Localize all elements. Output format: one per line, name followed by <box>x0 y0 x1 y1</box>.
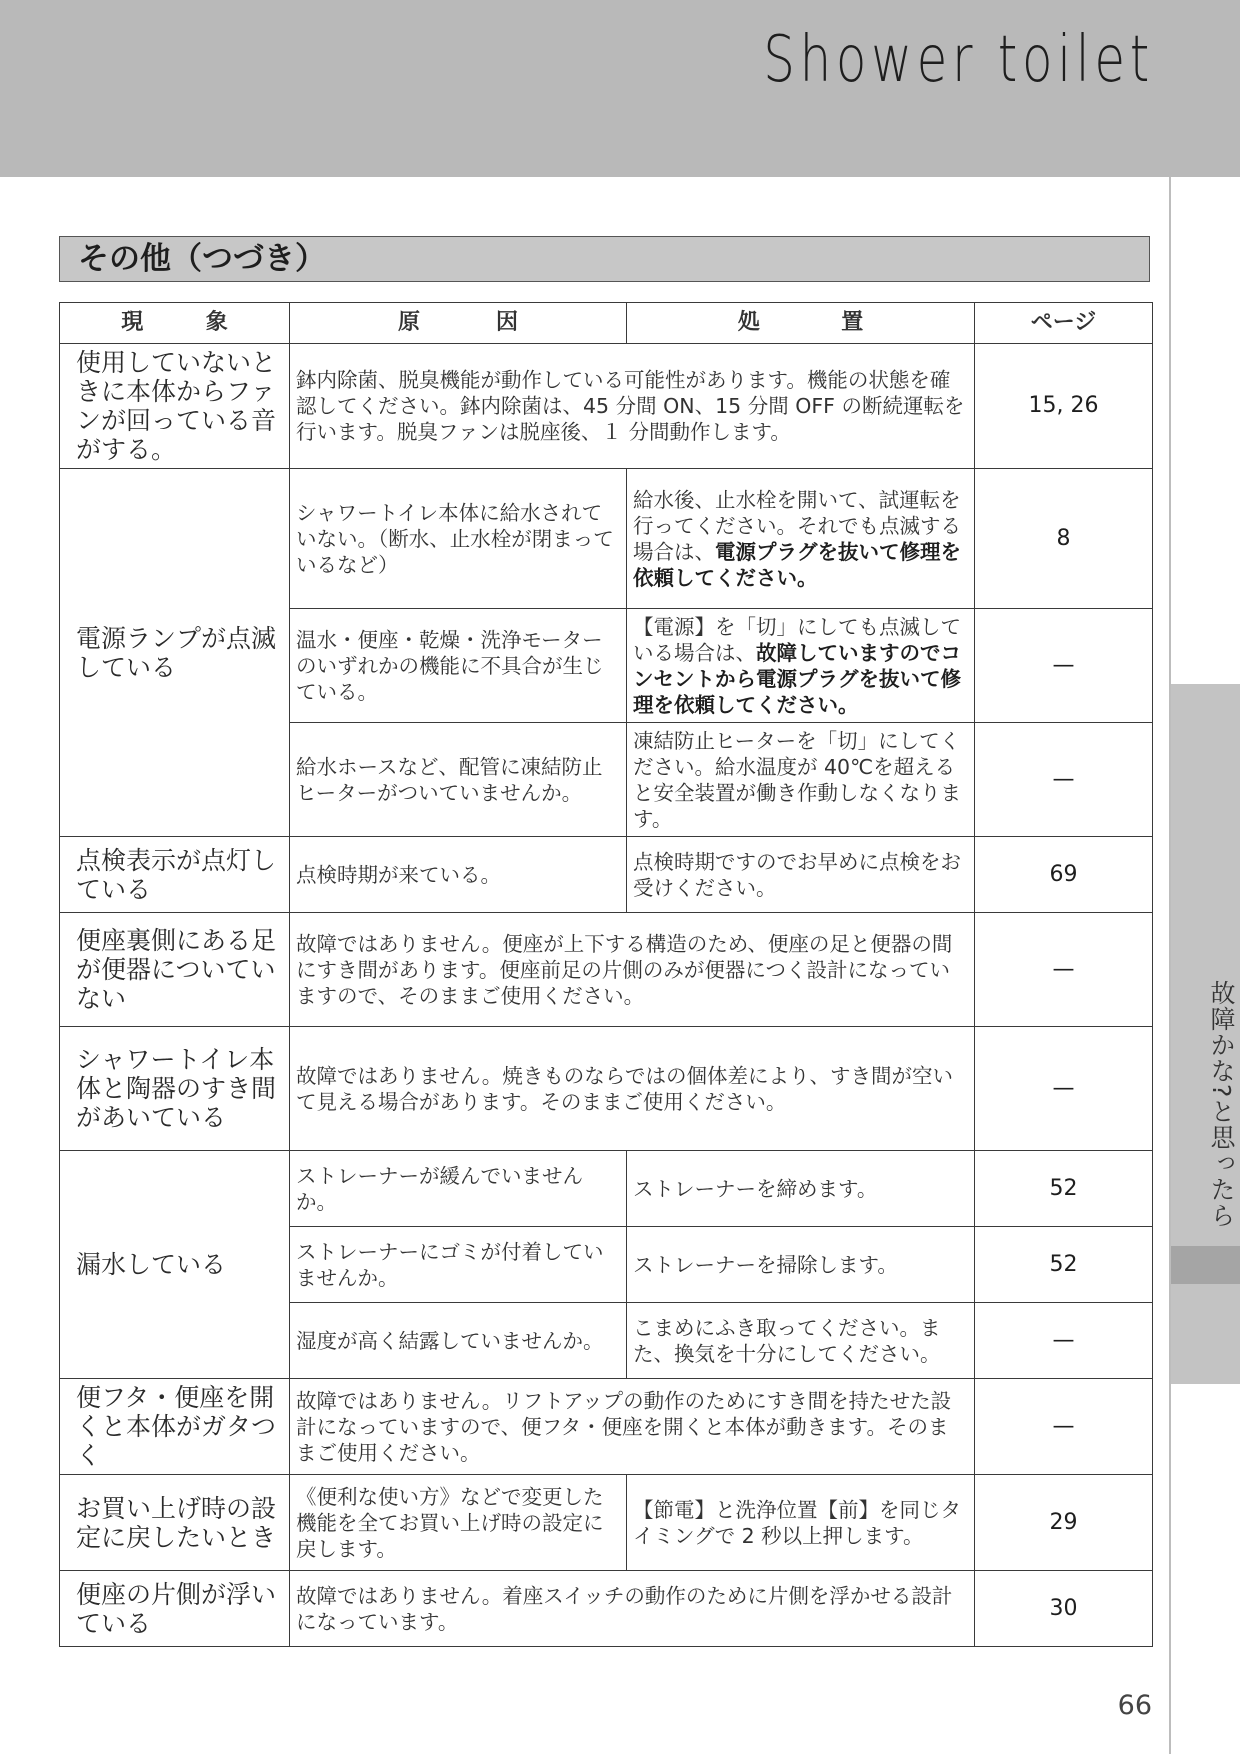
page-ref: — <box>975 913 1153 1027</box>
table-header-row <box>60 303 1153 344</box>
page-ref[interactable]: 15, 26 <box>975 344 1153 469</box>
cause-cell: 点検時期が来ている。 <box>290 837 627 913</box>
table-row <box>60 1571 1153 1647</box>
cause-cell: 湿度が高く結露していませんか。 <box>290 1303 627 1379</box>
header-symptom: 現 象 <box>60 303 290 344</box>
symptom-cell: 漏水している <box>60 1151 290 1379</box>
symptom-cell: 便座裏側にある足が便器についていない <box>60 913 290 1027</box>
side-tab-marker <box>1171 1246 1240 1284</box>
page-ref: — <box>975 609 1153 723</box>
symptom-cell: 点検表示が点灯している <box>60 837 290 913</box>
cause-remedy-cell: 鉢内除菌、脱臭機能が動作している可能性があります。機能の状態を確認してください。鉢内除菌は、45 分間 ON、15 分間 OFF の断続運転を行います。脱臭ファンは脱座後、１ 分間動作します。 <box>290 344 975 469</box>
cause-cell: シャワートイレ本体に給水されていない。（断水、止水栓が閉まっているなど） <box>290 469 627 609</box>
page-ref[interactable]: 69 <box>975 837 1153 913</box>
brand-logo: Shower toilet <box>763 23 1154 97</box>
section-title: その他（つづき） <box>59 236 1150 282</box>
side-tab-label: 故障かな?と思ったら <box>1207 980 1236 1229</box>
table-row <box>60 344 1153 469</box>
header-cause: 原 因 <box>290 303 627 344</box>
table-row <box>60 1379 1153 1475</box>
table-row <box>60 1027 1153 1151</box>
cause-cell: 温水・便座・乾燥・洗浄モーターのいずれかの機能に不具合が生じている。 <box>290 609 627 723</box>
page-ref: — <box>975 1303 1153 1379</box>
table-row <box>60 837 1153 913</box>
header-page: ページ <box>975 303 1153 344</box>
symptom-cell: 便座の片側が浮いている <box>60 1571 290 1647</box>
cause-cell: ストレーナーにゴミが付着していませんか。 <box>290 1227 627 1303</box>
page-ref[interactable]: 29 <box>975 1475 1153 1571</box>
cause-remedy-cell: 故障ではありません。着座スイッチの動作のために片側を浮かせる設計になっています。 <box>290 1571 975 1647</box>
symptom-cell: 便フタ・便座を開くと本体がガタつく <box>60 1379 290 1475</box>
symptom-cell: お買い上げ時の設定に戻したいとき <box>60 1475 290 1571</box>
cause-cell: 給水ホースなど、配管に凍結防止ヒーターがついていませんか。 <box>290 723 627 837</box>
page-ref[interactable]: 30 <box>975 1571 1153 1647</box>
remedy-cell: 【節電】と洗浄位置【前】を同じタイミングで 2 秒以上押します。 <box>627 1475 975 1571</box>
remedy-cell: こまめにふき取ってください。また、換気を十分にしてください。 <box>627 1303 975 1379</box>
symptom-cell: シャワートイレ本体と陶器のすき間があいている <box>60 1027 290 1151</box>
cause-cell: 《便利な使い方》などで変更した機能を全てお買い上げ時の設定に戻します。 <box>290 1475 627 1571</box>
page-ref: — <box>975 1379 1153 1475</box>
page-ref[interactable]: 52 <box>975 1151 1153 1227</box>
table-row <box>60 1475 1153 1571</box>
page-ref: — <box>975 1027 1153 1151</box>
page-ref[interactable]: 52 <box>975 1227 1153 1303</box>
page-number: 66 <box>1117 1690 1152 1721</box>
table-row <box>60 469 1153 609</box>
cause-cell: ストレーナーが緩んでいませんか。 <box>290 1151 627 1227</box>
symptom-cell: 使用していないときに本体からファンが回っている音がする。 <box>60 344 290 469</box>
page-ref: — <box>975 723 1153 837</box>
remedy-cell: 【電源】を「切」にしても点滅している場合は、故障していますのでコンセントから電源プラグを抜いて修理を依頼してください。 <box>627 609 975 723</box>
remedy-cell: 凍結防止ヒーターを「切」にしてください。給水温度が 40℃を超えると安全装置が働き作動しなくなります。 <box>627 723 975 837</box>
cause-remedy-cell: 故障ではありません。リフトアップの動作のためにすき間を持たせた設計になっていますので、便フタ・便座を開くと本体が動きます。そのままご使用ください。 <box>290 1379 975 1475</box>
remedy-cell: ストレーナーを締めます。 <box>627 1151 975 1227</box>
header-remedy: 処 置 <box>627 303 975 344</box>
troubleshooting-table <box>59 302 1153 1647</box>
cause-remedy-cell: 故障ではありません。焼きものならではの個体差により、すき間が空いて見える場合があります。そのままご使用ください。 <box>290 1027 975 1151</box>
symptom-cell: 電源ランプが点滅している <box>60 469 290 837</box>
remedy-cell: 給水後、止水栓を開いて、試運転を行ってください。それでも点滅する場合は、電源プラグを抜いて修理を依頼してください。 <box>627 469 975 609</box>
cause-remedy-cell: 故障ではありません。便座が上下する構造のため、便座の足と便器の間にすき間があります。便座前足の片側のみが便器につく設計になっていますので、そのままご使用ください。 <box>290 913 975 1027</box>
table-row <box>60 1151 1153 1227</box>
remedy-cell: 点検時期ですのでお早めに点検をお受けください。 <box>627 837 975 913</box>
remedy-cell: ストレーナーを掃除します。 <box>627 1227 975 1303</box>
page-ref[interactable]: 8 <box>975 469 1153 609</box>
table-row <box>60 913 1153 1027</box>
